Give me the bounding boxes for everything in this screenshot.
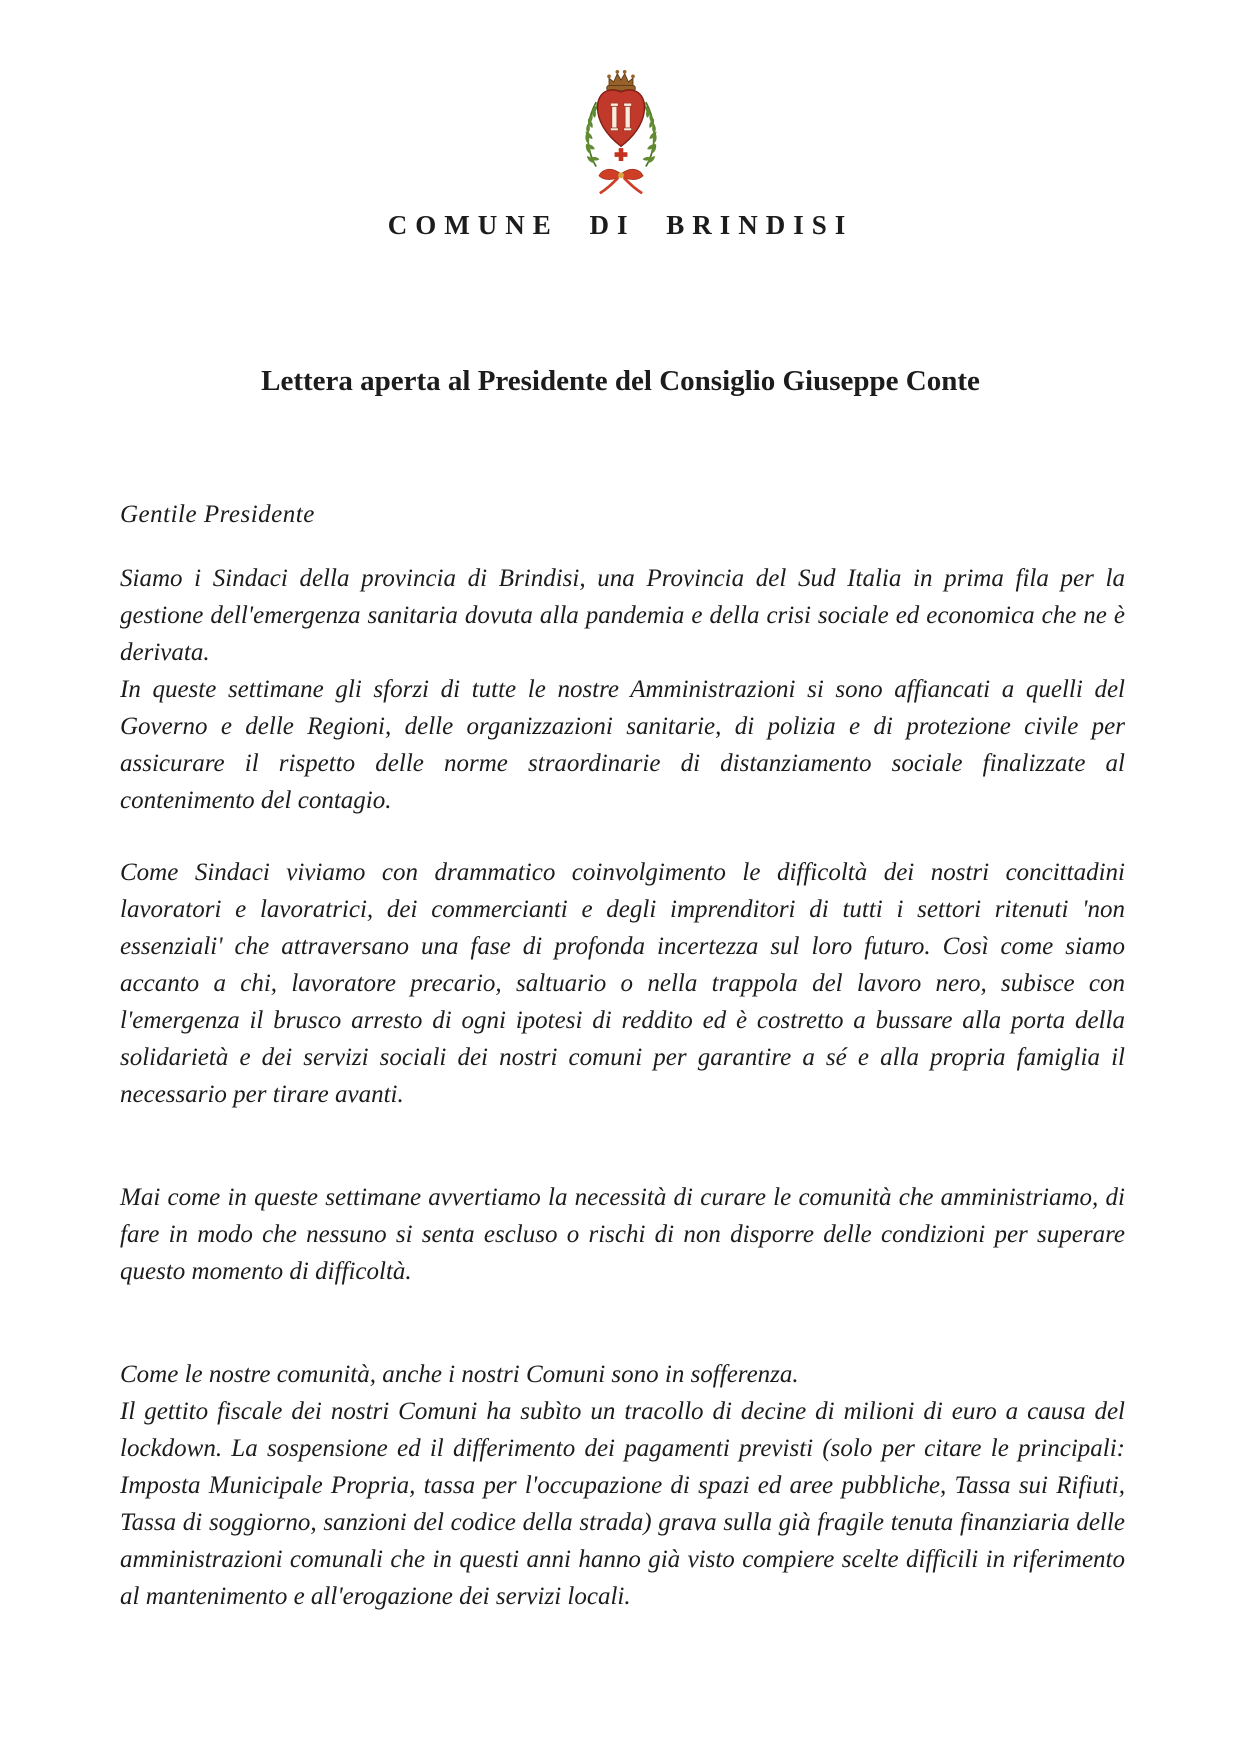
shield [597,90,644,146]
salutation: Gentile Presidente [120,501,315,528]
paragraph-4: Mai come in queste settimane avvertiamo la necessità di curare le comunità che amministriamo, di fare in modo che nessuno si senta escluso o rischi di non disporre delle condizioni per superare questo momento di difficoltà. [120,1184,1125,1285]
crown [606,70,635,91]
org-name: COMUNE DI BRINDISI [387,210,854,240]
paragraph-2: In queste settimane gli sforzi di tutte le nostre Amministrazioni si sono affiancati a quelli del Governo e delle Regioni, delle organizzazioni sanitarie, di polizia e di protezione civile per assicurare il rispetto delle norme straordinarie di distanziamento sociale finalizzate al contenimento del contagio. [120,676,1125,814]
paragraph-6: Il gettito fiscale dei nostri Comuni ha subìto un tracollo di decine di milioni di euro a causa del lockdown. La sospensione ed il differimento dei pagamenti previsti (solo per citare le principali: Imposta Municipale Propria, tassa per l'occupazione di spazi ed aree pubbliche, Tassa sui Rifiuti, Tassa di soggiorno, sanzioni del codice della strada) grava sulla già fragile tenuta finanziaria delle amministrazioni comunali che in questi anni hanno già visto compiere scelte difficili in riferimento al mantenimento e all'erogazione dei servizi locali. [120,1398,1125,1610]
paragraph-1: Siamo i Sindaci della provincia di Brindisi, una Provincia del Sud Italia in prima fila per la gestione dell'emergenza sanitaria dovuta alla pandemia e della crisi sociale ed economica che ne è derivata. [120,565,1125,666]
letter-title: Lettera aperta al Presidente del Consiglio Giuseppe Conte [261,365,980,397]
letter-body [120,496,1125,1615]
comune-brindisi-crest-icon [563,58,679,196]
letterhead [0,0,1241,241]
ribbon [598,169,642,193]
paragraph-5: Come le nostre comunità, anche i nostri Comuni sono in sofferenza. [120,1361,799,1388]
cross [614,148,627,161]
paragraph-3: Come Sindaci viviamo con drammatico coinvolgimento le difficoltà dei nostri concittadini lavoratori e lavoratrici, dei commercianti e degli imprenditori di tutti i settori ritenuti 'non essenziali' che attraversano una fase di profonda incertezza sul loro futuro. Così come siamo accanto a chi, lavoratore precario, saltuario o nella trappola del lavoro nero, subisce con l'emergenza il brusco arresto di ogni ipotesi di reddito ed è costretto a bussare alla porta della solidarietà e dei servizi sociali dei nostri comuni per garantire a sé e alla propria famiglia il necessario per tirare avanti. [120,859,1125,1108]
ribbon-knot [618,172,624,178]
